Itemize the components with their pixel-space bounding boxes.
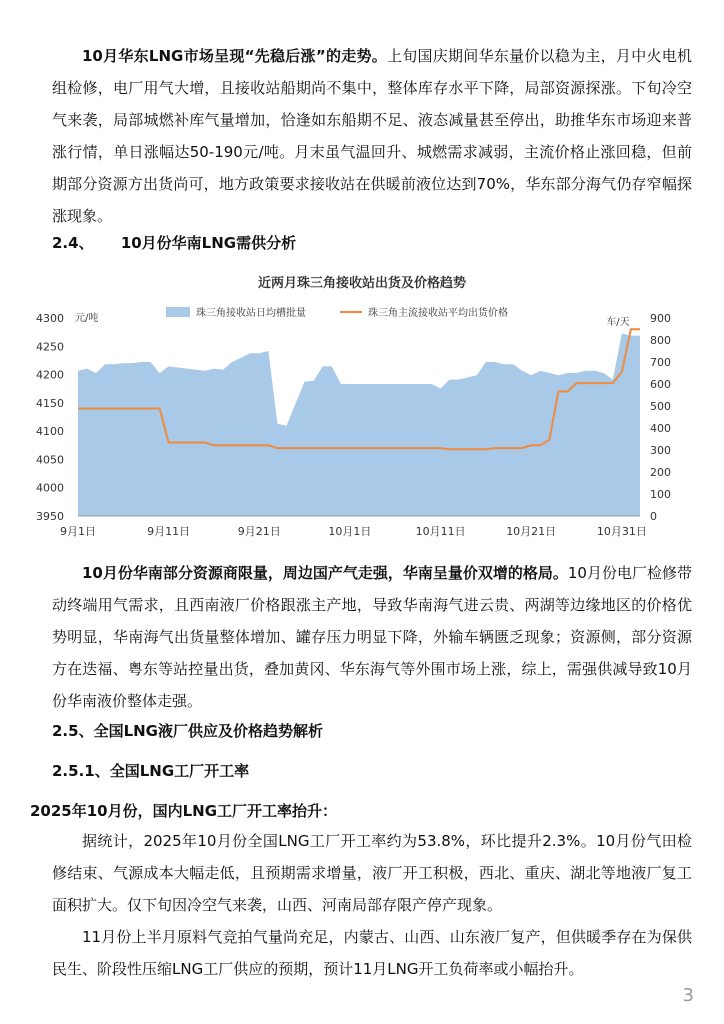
section-2-4-number: 2.4、 [52, 234, 94, 252]
legend-label-volume: 珠三角接收站日均槽批量 [196, 308, 306, 319]
page-number: 3 [682, 985, 694, 1006]
east-china-body: 上旬国庆期间华东量价以稳为主，月中火电机组检修，电厂用气大增，且接收站船期尚不集中，整体库存水平下降，局部资源探涨。下旬冷空气来袭，局部城燃补库气量增加，恰逢如东船期不足、液态减量甚至停出，助推华东市场迎来普涨行情，单日涨幅达50-190元/吨。月末虽气温回升、城燃需求减弱，主流价格止涨回稳，但前期部分资源方出货尚可，地方政策要求接收站在供暖前液位达到70%，华东部分海气仍存窄幅探涨现象。 [52, 47, 692, 225]
left-tick-label: 4150 [36, 396, 64, 410]
right-tick-label: 400 [650, 422, 671, 435]
section-2-5-1-heading: 2.5.1、全国LNG工厂开工率 [52, 762, 250, 780]
south-china-body: 10月份电厂检修带动终端用气需求，且西南液厂价格跟涨主产地，导致华南海气进云贵、两湖等边缘地区的价格优势明显，华南海气出货量整体增加、罐存压力明显下降，外输车辆匮乏现象；资源侧，部分资源方在迭福、粤东等站控量出货，叠加黄冈、华东海气等外围市场上涨，综上，需强供减导致10月份华南液价整体走强。 [52, 564, 692, 710]
right-tick-label: 500 [650, 400, 671, 413]
right-tick-label: 600 [650, 378, 671, 391]
left-tick-label: 4100 [36, 425, 64, 439]
right-tick-label: 100 [650, 488, 671, 501]
left-tick-label: 4200 [36, 368, 64, 382]
left-tick-label: 4250 [36, 340, 64, 354]
x-tick-label: 10月11日 [415, 525, 466, 538]
right-tick-label: 0 [650, 510, 657, 523]
plot-area [78, 329, 640, 516]
left-axis-unit: 元/吨 [75, 313, 99, 324]
left-tick-label: 4300 [36, 312, 64, 325]
section-2-4-title: 10月份华南LNG需供分析 [120, 234, 297, 252]
x-tick-label: 10月21日 [506, 525, 557, 538]
south-china-paragraph [52, 557, 692, 717]
x-axis-ticks [60, 525, 647, 538]
right-tick-label: 200 [650, 466, 671, 479]
right-tick-label: 800 [650, 334, 671, 347]
volume-area-series [78, 333, 640, 516]
right-tick-label: 900 [650, 312, 671, 325]
east-china-lead: 10月华东LNG市场呈现“先稳后涨”的走势。 [82, 47, 387, 65]
right-axis-ticks [650, 312, 671, 523]
statistics-paragraph: 据统计，2025年10月份全国LNG工厂开工率约为53.8%，环比提升2.3%。10月份气田检修结束、气源成本大幅走低，且预期需求增量，液厂开工积极，西北、重庆、湖北等地液厂复工面积扩大。仅下旬因冷空气来袭，山西、河南局部存限产停产现象。 [52, 832, 692, 914]
legend-swatch-volume [166, 307, 190, 317]
x-tick-label: 10月31日 [596, 525, 647, 538]
x-tick-label: 10月1日 [328, 525, 372, 538]
x-tick-label: 9月11日 [147, 525, 191, 538]
right-axis-unit: 车/天 [606, 317, 630, 328]
east-china-paragraph [52, 40, 692, 232]
left-tick-label: 4000 [36, 481, 64, 495]
right-tick-label: 300 [650, 444, 671, 457]
october-rate-heading: 2025年10月份，国内LNG工厂开工率抬升： [30, 802, 338, 820]
x-tick-label: 9月21日 [237, 525, 281, 538]
left-tick-label: 3950 [36, 510, 64, 523]
november-outlook-paragraph: 11月份上半月原料气竞拍气量尚充足，内蒙古、山西、山东液厂复产，但供暖季存在为保供民生、阶段性压缩LNG工厂供应的预期，预计11月LNG开工负荷率或小幅抬升。 [52, 928, 692, 978]
x-tick-label: 9月1日 [60, 525, 96, 538]
left-axis-ticks [36, 312, 64, 523]
section-2-5-heading: 2.5、全国LNG液厂供应及价格趋势解析 [52, 722, 323, 740]
chart-title: 近两月珠三角接收站出货及价格趋势 [257, 276, 467, 291]
left-tick-label: 4050 [36, 453, 64, 467]
shipment-price-chart [0, 262, 724, 552]
legend-label-price: 珠三角主流接收站平均出货价格 [368, 308, 508, 319]
south-china-lead: 10月份华南部分资源商限量，周边国产气走强，华南呈量价双增的格局。 [82, 564, 568, 582]
right-tick-label: 700 [650, 356, 671, 369]
chart-legend [166, 306, 508, 319]
section-2-4-heading [52, 232, 296, 253]
